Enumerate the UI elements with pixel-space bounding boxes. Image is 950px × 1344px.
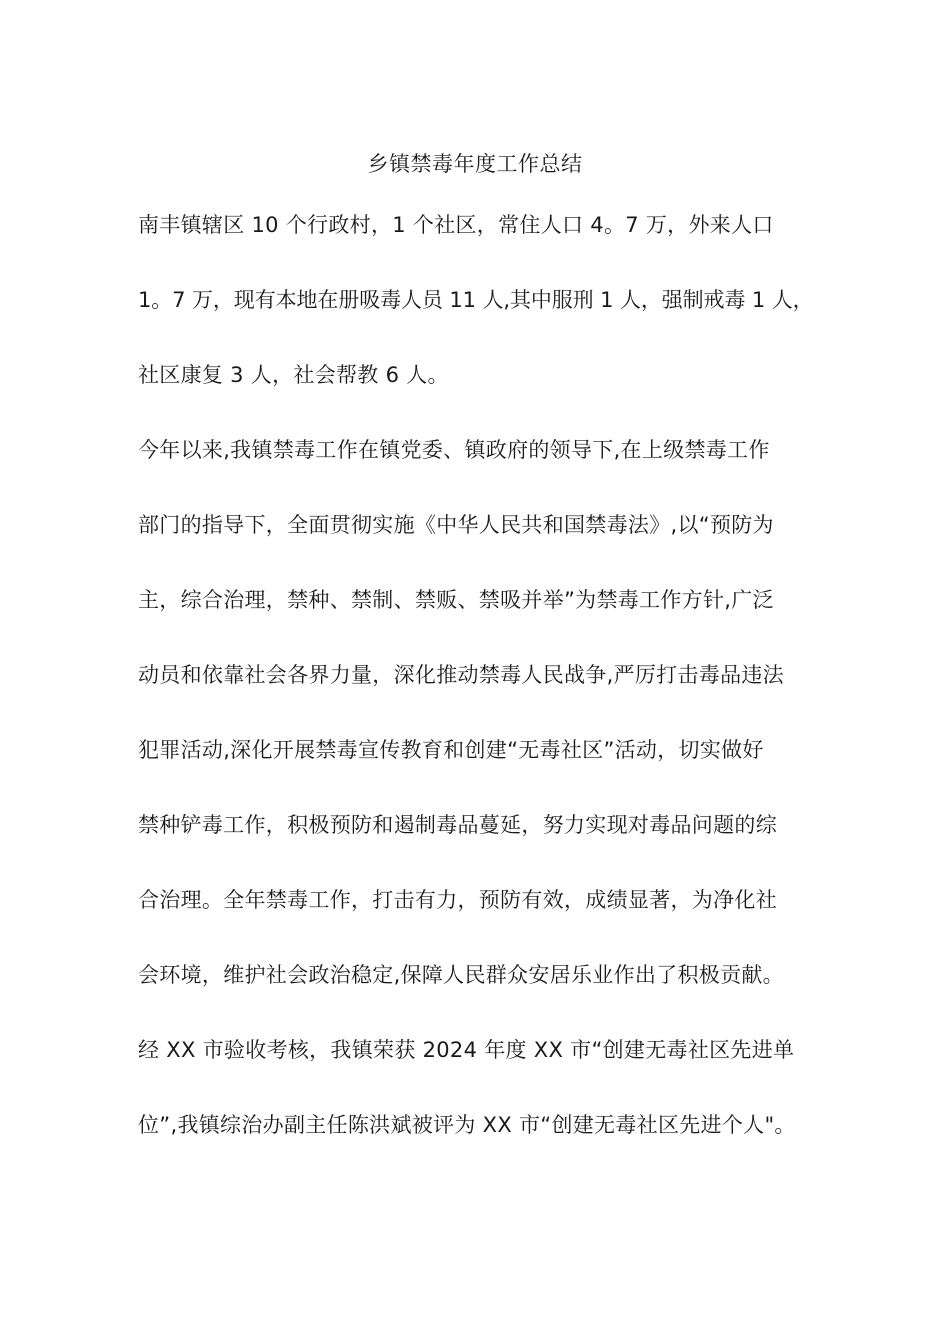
paragraph-line: 动员和依靠社会各界力量，深化推动禁毒人民战争,严厉打击毒品违法	[138, 663, 784, 687]
paragraph-line: 犯罪活动,深化开展禁毒宣传教育和创建“无毒社区”活动，切实做好	[138, 738, 764, 762]
paragraph-line: 今年以来,我镇禁毒工作在镇党委、镇政府的领导下,在上级禁毒工作	[138, 438, 770, 462]
paragraph-line: 经 XX 市验收考核，我镇荣获 2024 年度 XX 市“创建无毒社区先进单	[138, 1038, 795, 1062]
document-title: 乡镇禁毒年度工作总结	[367, 152, 583, 176]
paragraph-line: 合治理。全年禁毒工作，打击有力，预防有效，成绩显著，为净化社	[138, 888, 777, 912]
paragraph-line: 1。7 万，现有本地在册吸毒人员 11 人,其中服刑 1 人，强制戒毒 1 人，	[138, 288, 814, 312]
paragraph-line: 位”,我镇综治办副主任陈洪斌被评为 XX 市“创建无毒社区先进个人"。	[138, 1113, 796, 1137]
paragraph-line: 部门的指导下，全面贯彻实施《中华人民共和国禁毒法》,以“预防为	[138, 513, 774, 537]
paragraph-line: 南丰镇辖区 10 个行政村，1 个社区，常住人口 4。7 万，外来人口	[138, 213, 774, 237]
paragraph-line: 会环境，维护社会政治稳定,保障人民群众安居乐业作出了积极贡献。	[138, 963, 784, 987]
paragraph-line: 禁种铲毒工作，积极预防和遏制毒品蔓延，努力实现对毒品问题的综	[138, 813, 777, 837]
paragraph-line: 主，综合治理，禁种、禁制、禁贩、禁吸并举”为禁毒工作方针,广泛	[138, 588, 774, 612]
paragraph-line: 社区康复 3 人，社会帮教 6 人。	[138, 363, 449, 387]
